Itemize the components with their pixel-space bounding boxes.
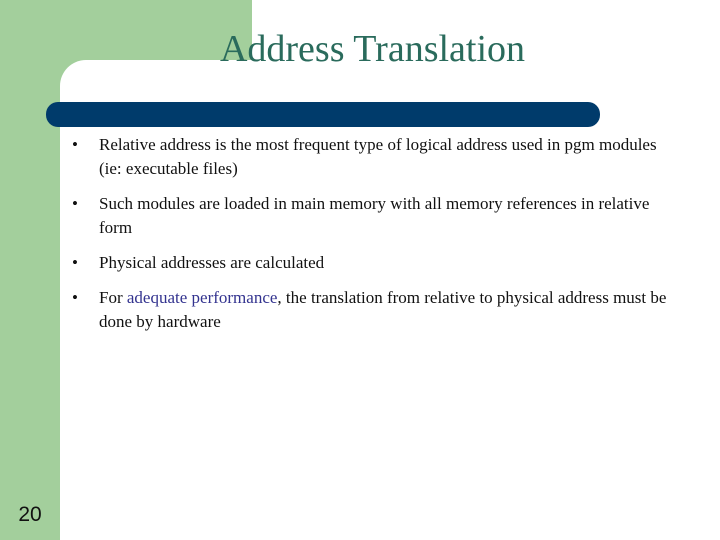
bullet-item <box>72 286 672 334</box>
page-number: 20 <box>18 503 42 526</box>
bullet-dot: • <box>72 253 78 272</box>
bullet-item <box>72 251 672 275</box>
bullet-text-after: , the translation from relative to physical address must be done by hardware <box>99 288 667 331</box>
highlight-link[interactable]: adequate performance <box>126 288 278 307</box>
bullet-text <box>99 288 666 331</box>
bullet-text-before: For <box>99 288 127 307</box>
bullet-text: Physical addresses are calculated <box>99 253 325 272</box>
bullet-item <box>72 192 672 240</box>
bullet-text: Relative address is the most frequent type of logical address used in pgm modules (ie: executable files) <box>99 135 657 178</box>
bullet-dot: • <box>72 194 78 213</box>
bullet-dot: • <box>72 288 78 307</box>
bullet-list <box>72 133 672 345</box>
slide-title: Address Translation <box>219 28 526 70</box>
bullet-text: Such modules are loaded in main memory with all memory references in relative form <box>99 194 650 237</box>
white-content-corner <box>60 60 260 140</box>
title-divider-bar <box>46 102 600 127</box>
bullet-item <box>72 133 672 181</box>
bullet-dot: • <box>72 135 78 154</box>
